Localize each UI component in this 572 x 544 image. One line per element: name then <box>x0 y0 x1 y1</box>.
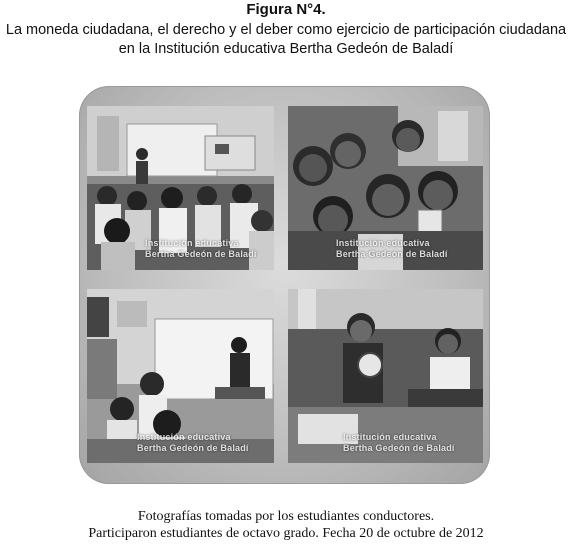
figure-title <box>0 21 572 59</box>
photo-students-coins <box>288 289 483 463</box>
figure-title-line-1: La moneda ciudadana, el derecho y el deber como ejercicio de participación ciudadana <box>5 22 567 38</box>
photo-2-watermark-line-1: Institución educativa <box>336 238 430 248</box>
photo-1-watermark-line-1: Institución educativa <box>145 238 239 248</box>
photo-4-watermark-line-2: Bertha Gedeón de Baladí <box>343 443 455 453</box>
photo-classroom-presentation <box>87 106 274 270</box>
figure-label: Figura N°4. <box>246 1 326 18</box>
photo-3-watermark-line-1: Institución educativa <box>137 432 231 442</box>
photo-4-watermark-line-1: Institución educativa <box>343 432 437 442</box>
photo-students-group <box>288 106 483 270</box>
caption-line-1: Fotografías tomadas por los estudiantes conductores. <box>137 509 435 524</box>
caption-line-2: Participaron estudiantes de octavo grado. Fecha 20 de octubre de 2012 <box>88 526 484 541</box>
photo-classroom-whiteboard <box>87 289 274 463</box>
figure-title-line-2: en la Institución educativa Bertha Gedeón de Baladí <box>118 41 454 57</box>
photo-2-watermark-line-2: Bertha Gedeón de Baladí <box>336 249 448 259</box>
photo-3-watermark-line-2: Bertha Gedeón de Baladí <box>137 443 249 453</box>
photo-1-watermark-line-2: Bertha Gedeón de Baladí <box>145 249 257 259</box>
